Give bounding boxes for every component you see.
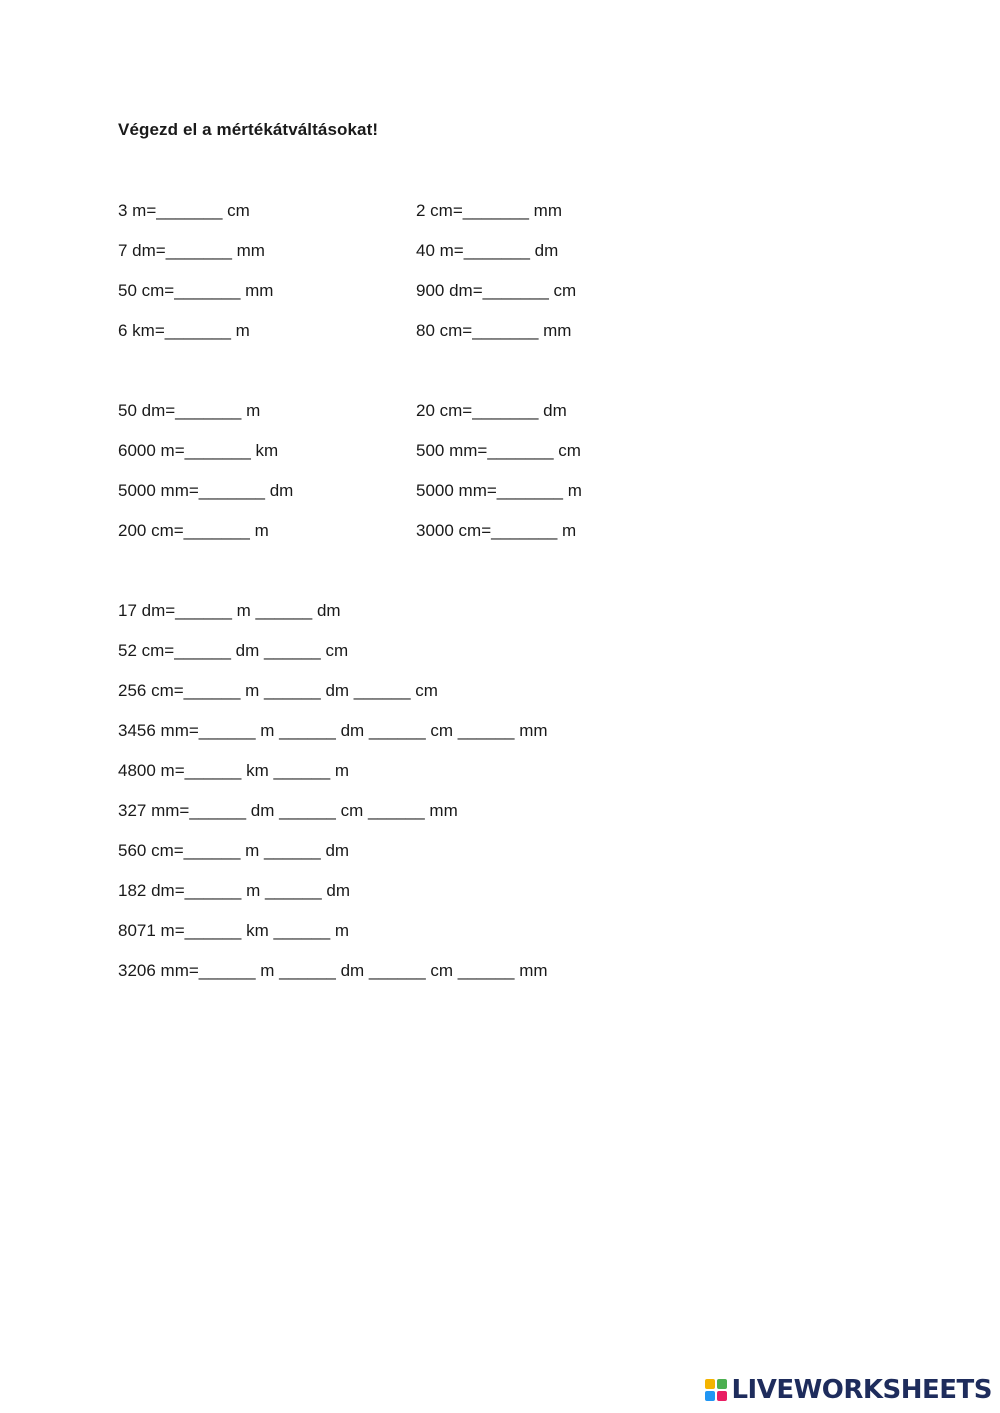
exercise-line: 50 cm=_______ mm xyxy=(118,281,274,300)
exercise-line: 900 dm=_______ cm xyxy=(416,281,577,300)
logo-text: LIVEWORKSHEETS xyxy=(731,1375,992,1405)
exercise-line: 20 cm=_______ dm xyxy=(416,401,567,420)
exercise-line: 3456 mm=______ m ______ dm ______ cm ______ mm xyxy=(118,721,548,740)
exercise-line: 327 mm=______ dm ______ cm ______ mm xyxy=(118,801,458,820)
exercise-line: 560 cm=______ m ______ dm xyxy=(118,841,350,860)
exercise-line: 40 m=_______ dm xyxy=(416,241,559,260)
exercise-line: 3206 mm=______ m ______ dm ______ cm ______ mm xyxy=(118,961,548,980)
worksheet-title: Végezd el a mértékátváltásokat! xyxy=(118,120,379,139)
exercise-line: 3000 cm=_______ m xyxy=(416,521,577,540)
exercise-line: 500 mm=_______ cm xyxy=(416,441,581,460)
logo-square xyxy=(717,1391,727,1401)
exercise-line: 7 dm=_______ mm xyxy=(118,241,265,260)
exercise-line: 6 km=_______ m xyxy=(118,321,250,340)
exercise-line: 4800 m=______ km ______ m xyxy=(118,761,350,780)
liveworksheets-logo xyxy=(705,1375,992,1405)
exercise-line: 6000 m=_______ km xyxy=(118,441,279,460)
exercise-line: 2 cm=_______ mm xyxy=(416,201,562,220)
exercise-line: 80 cm=_______ mm xyxy=(416,321,572,340)
logo-square xyxy=(705,1391,715,1401)
liveworksheets-logo-icon xyxy=(705,1379,727,1401)
exercise-line: 52 cm=______ dm ______ cm xyxy=(118,641,349,660)
exercise-line: 5000 mm=_______ m xyxy=(416,481,582,500)
exercise-line: 5000 mm=_______ dm xyxy=(118,481,294,500)
exercise-line: 17 dm=______ m ______ dm xyxy=(118,601,341,620)
logo-square xyxy=(705,1379,715,1389)
exercise-line: 256 cm=______ m ______ dm ______ cm xyxy=(118,681,438,700)
exercise-line: 8071 m=______ km ______ m xyxy=(118,921,350,940)
exercise-line: 50 dm=_______ m xyxy=(118,401,261,420)
exercise-line: 3 m=_______ cm xyxy=(118,201,250,220)
logo-square xyxy=(717,1379,727,1389)
exercise-line: 200 cm=_______ m xyxy=(118,521,269,540)
exercise-line: 182 dm=______ m ______ dm xyxy=(118,881,351,900)
